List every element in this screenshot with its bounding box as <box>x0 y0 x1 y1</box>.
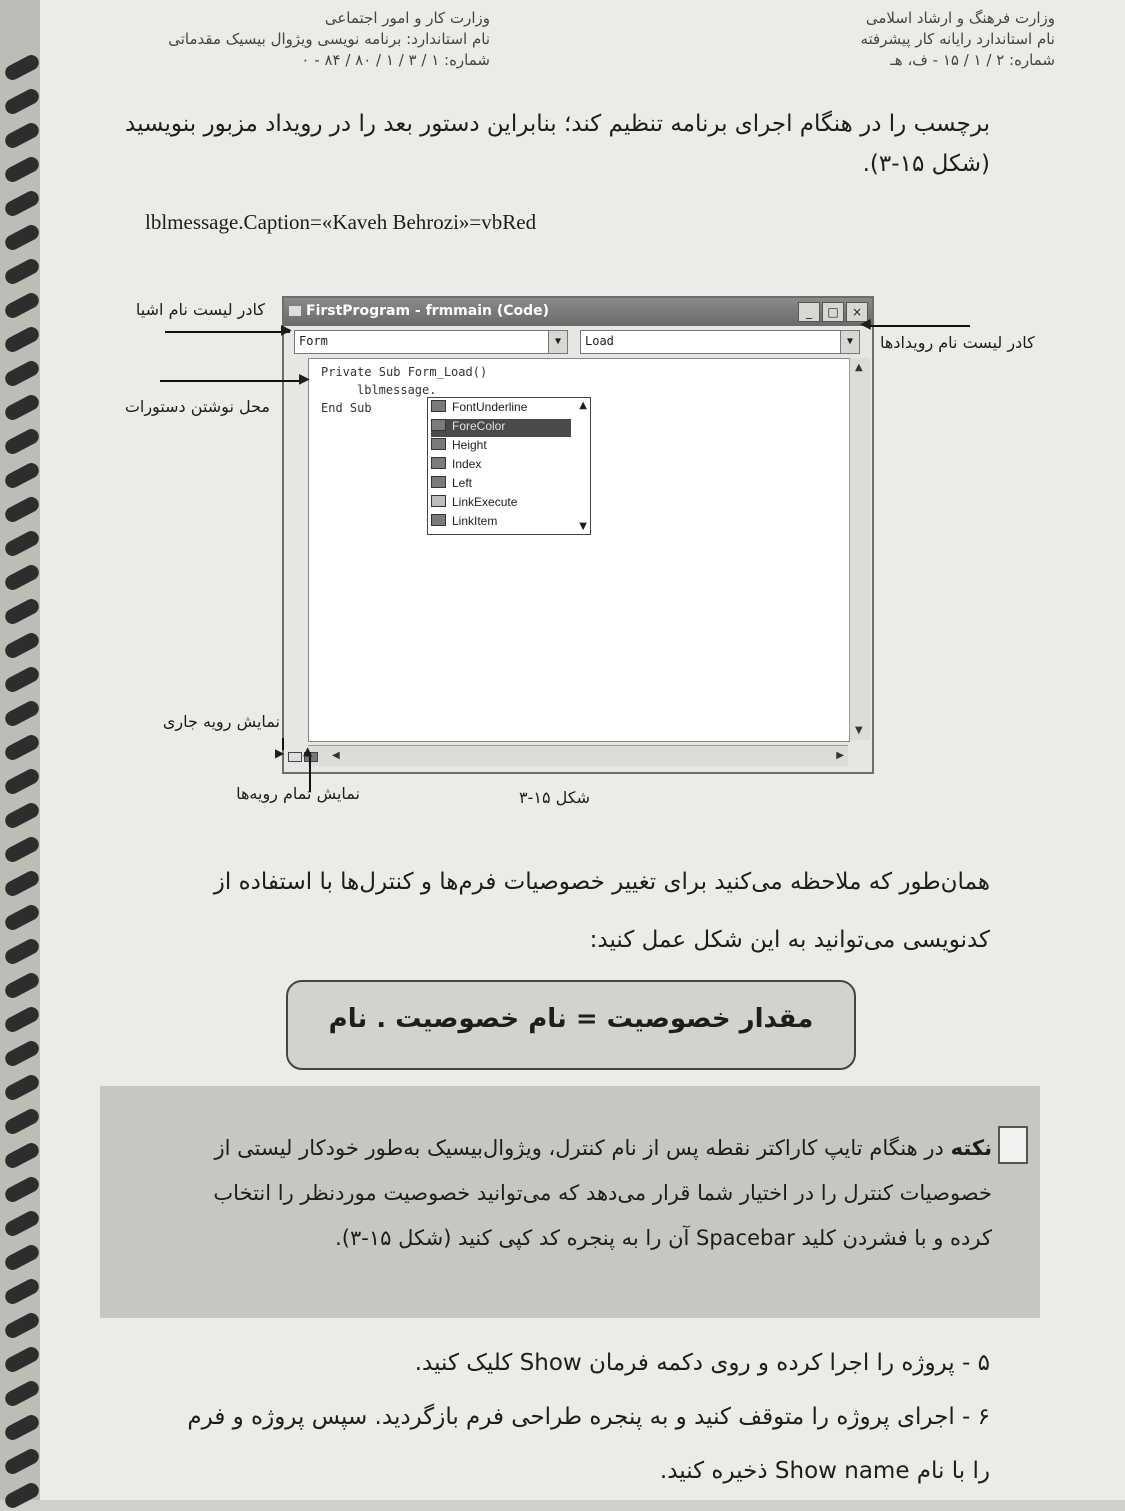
spiral-ring <box>3 1038 42 1068</box>
spiral-ring <box>3 1140 42 1170</box>
spiral-ring <box>3 528 42 558</box>
method-icon <box>431 495 446 507</box>
header-right-line-2: نام استاندارد رایانه کار پیشرفته <box>860 30 1055 48</box>
popup-scroll-up-icon[interactable]: ▲ <box>579 400 587 411</box>
spiral-ring <box>3 120 42 150</box>
header-left-line-1: وزارت کار و امور اجتماعی <box>324 9 490 27</box>
note-line-2: خصوصیات کنترل را در اختیار شما قرار می‌دهد که می‌توانید خصوصیت موردنظر را انتخاب <box>213 1181 992 1205</box>
procedure-view-icon[interactable] <box>288 752 302 762</box>
arrow-event-list <box>870 325 970 327</box>
object-combo-value: Form <box>299 334 328 348</box>
callout-event-list: کادر لیست نام رویدادها <box>880 333 1035 352</box>
spiral-ring <box>3 494 42 524</box>
maximize-button[interactable]: □ <box>822 302 844 322</box>
body-line-2: کدنویسی می‌توانید به این شکل عمل کنید: <box>589 927 990 953</box>
body-line-1: همان‌طور که ملاحظه می‌کنید برای تغییر خصوصیات فرم‌ها و کنترل‌ها با استفاده از <box>213 869 990 895</box>
intro-line-2: (شکل ۱۵-۳). <box>862 151 990 177</box>
arrow-head-icon: ◀ <box>860 316 871 332</box>
header-left <box>110 8 490 71</box>
scroll-down-icon[interactable]: ▼ <box>855 725 863 736</box>
spiral-ring <box>3 52 42 82</box>
procedure-combo-value: Load <box>585 334 614 348</box>
spiral-ring <box>3 1208 42 1238</box>
list-item[interactable]: Height <box>431 438 571 456</box>
spiral-ring <box>3 664 42 694</box>
spiral-ring <box>3 1480 42 1510</box>
note-box <box>100 1086 1040 1318</box>
spiral-ring <box>3 800 42 830</box>
code-statement: lblmessage.Caption=«Kaveh Behrozi»=vbRed <box>145 210 537 234</box>
property-icon <box>431 438 446 450</box>
callout-object-list: کادر لیست نام اشیا <box>135 300 265 319</box>
steps-list <box>110 1336 990 1498</box>
spiral-ring <box>3 358 42 388</box>
spiral-ring <box>3 290 42 320</box>
spiral-ring <box>3 630 42 660</box>
object-combo[interactable] <box>294 330 568 354</box>
spiral-ring <box>3 1412 42 1442</box>
spiral-ring <box>3 1378 42 1408</box>
intro-line-1: برچسب را در هنگام اجرای برنامه تنظیم کند؛ بنابراین دستور بعد را در رویداد مزبور بنویسید <box>125 111 990 137</box>
scroll-up-icon[interactable]: ▲ <box>855 362 863 373</box>
list-item[interactable]: Left <box>431 476 571 494</box>
chevron-down-icon[interactable]: ▼ <box>548 331 567 353</box>
window-title: FirstProgram - frmmain (Code) <box>306 303 550 319</box>
spiral-ring <box>3 1072 42 1102</box>
spiral-ring <box>3 1276 42 1306</box>
spiral-binding <box>0 0 44 1500</box>
step-6-continued: را با نام Show name ذخیره کنید. <box>659 1458 990 1484</box>
chevron-down-icon[interactable]: ▼ <box>840 331 859 353</box>
code-line-2: lblmessage. <box>357 383 437 397</box>
list-item[interactable]: FontUnderline <box>431 400 571 418</box>
code-line-1: Private Sub Form_Load() <box>321 365 488 379</box>
formula-text: مقدار خصوصیت = نام خصوصیت . نام <box>328 1004 814 1034</box>
property-icon <box>431 419 446 431</box>
procedure-combo[interactable] <box>580 330 860 354</box>
spiral-ring <box>3 902 42 932</box>
arrow-code-area <box>160 380 305 382</box>
spiral-ring <box>3 596 42 626</box>
spiral-ring <box>3 86 42 116</box>
header-left-line-2: نام استاندارد: برنامه نویسی ویژوال بیسیک مقدماتی <box>168 30 490 48</box>
spiral-ring <box>3 324 42 354</box>
property-icon <box>431 476 446 488</box>
popup-scroll-down-icon[interactable]: ▼ <box>579 521 587 532</box>
vertical-scrollbar[interactable] <box>849 358 870 740</box>
property-icon <box>431 457 446 469</box>
window-app-icon <box>289 306 301 316</box>
arrow-object-list <box>165 331 290 333</box>
scroll-right-icon[interactable]: ▶ <box>836 750 844 761</box>
spiral-ring <box>3 256 42 286</box>
spiral-ring <box>3 1242 42 1272</box>
header-right <box>755 8 1055 71</box>
callout-code-area: محل نوشتن دستورات <box>124 397 270 416</box>
spiral-ring <box>3 936 42 966</box>
spiral-ring <box>3 426 42 456</box>
spiral-ring <box>3 222 42 252</box>
formula-box <box>286 980 856 1070</box>
window-titlebar <box>284 298 872 326</box>
arrow-head-icon: ▲ <box>303 744 313 758</box>
spiral-ring <box>3 562 42 592</box>
spiral-ring <box>3 868 42 898</box>
note-text <box>112 1126 992 1261</box>
list-item[interactable]: LinkItem <box>431 514 571 532</box>
header-right-line-1: وزارت فرهنگ و ارشاد اسلامی <box>865 9 1055 27</box>
spiral-ring <box>3 834 42 864</box>
vb-code-window <box>282 296 874 774</box>
spiral-ring <box>3 392 42 422</box>
step-6: ۶ - اجرای پروژه را متوقف کنید و به پنجره طراحی فرم بازگردید. سپس پروژه و فرم <box>187 1404 990 1430</box>
arrow-head-icon: ▶ <box>275 746 285 760</box>
property-icon <box>431 514 446 526</box>
header-left-line-3: شماره: ۱ / ۳ / ۱ / ۸۰ / ۸۴ - ۰ <box>301 51 490 69</box>
note-line-1 <box>112 1126 992 1171</box>
note-lead: نکته <box>950 1136 992 1160</box>
spiral-ring <box>3 1106 42 1136</box>
spiral-ring <box>3 698 42 728</box>
spiral-ring <box>3 970 42 1000</box>
callout-current-procedure: نمایش رویه جاری <box>162 712 280 731</box>
note-icon <box>998 1126 1028 1164</box>
scroll-left-icon[interactable]: ◀ <box>332 750 340 761</box>
figure-caption: شکل ۱۵-۳ <box>518 788 590 807</box>
note-line-3: کرده و با فشردن کلید Spacebar آن را به پنجره کد کپی کنید (شکل ۱۵-۳). <box>335 1226 992 1250</box>
arrow-head-icon: ▶ <box>281 322 292 338</box>
spiral-ring <box>3 188 42 218</box>
spiral-ring <box>3 1174 42 1204</box>
close-button[interactable]: × <box>846 302 868 322</box>
list-item-selected[interactable]: ForeColor <box>431 419 571 437</box>
spiral-ring <box>3 1446 42 1476</box>
minimize-button[interactable]: _ <box>798 302 820 322</box>
spiral-ring <box>3 732 42 762</box>
header-right-line-3: شماره: ۲ / ۱ / ۱۵ - ف، هـ <box>890 51 1055 69</box>
spiral-ring <box>3 460 42 490</box>
step-5: ۵ - پروژه را اجرا کرده و روی دکمه فرمان Show کلیک کنید. <box>414 1350 990 1376</box>
autocomplete-list[interactable] <box>427 397 591 535</box>
arrow-head-icon: ▶ <box>299 371 310 387</box>
code-editor[interactable] <box>308 358 850 742</box>
code-line-3: End Sub <box>321 401 372 415</box>
list-item[interactable]: LinkExecute <box>431 495 571 513</box>
spiral-ring <box>3 1344 42 1374</box>
callout-all-procedures: نمایش تمام رویه‌ها <box>236 784 360 803</box>
body-paragraph <box>110 862 990 960</box>
horizontal-scrollbar[interactable] <box>308 745 848 766</box>
spiral-ring <box>3 766 42 796</box>
spiral-ring <box>3 154 42 184</box>
note-line-1-text: در هنگام تایپ کاراکتر نقطه پس از نام کنترل، ویژوال‌بیسیک به‌طور خودکار لیستی از <box>214 1136 944 1160</box>
spiral-ring <box>3 1004 42 1034</box>
list-item[interactable]: Index <box>431 457 571 475</box>
spiral-ring <box>3 1310 42 1340</box>
property-icon <box>431 400 446 412</box>
intro-paragraph <box>120 104 990 184</box>
